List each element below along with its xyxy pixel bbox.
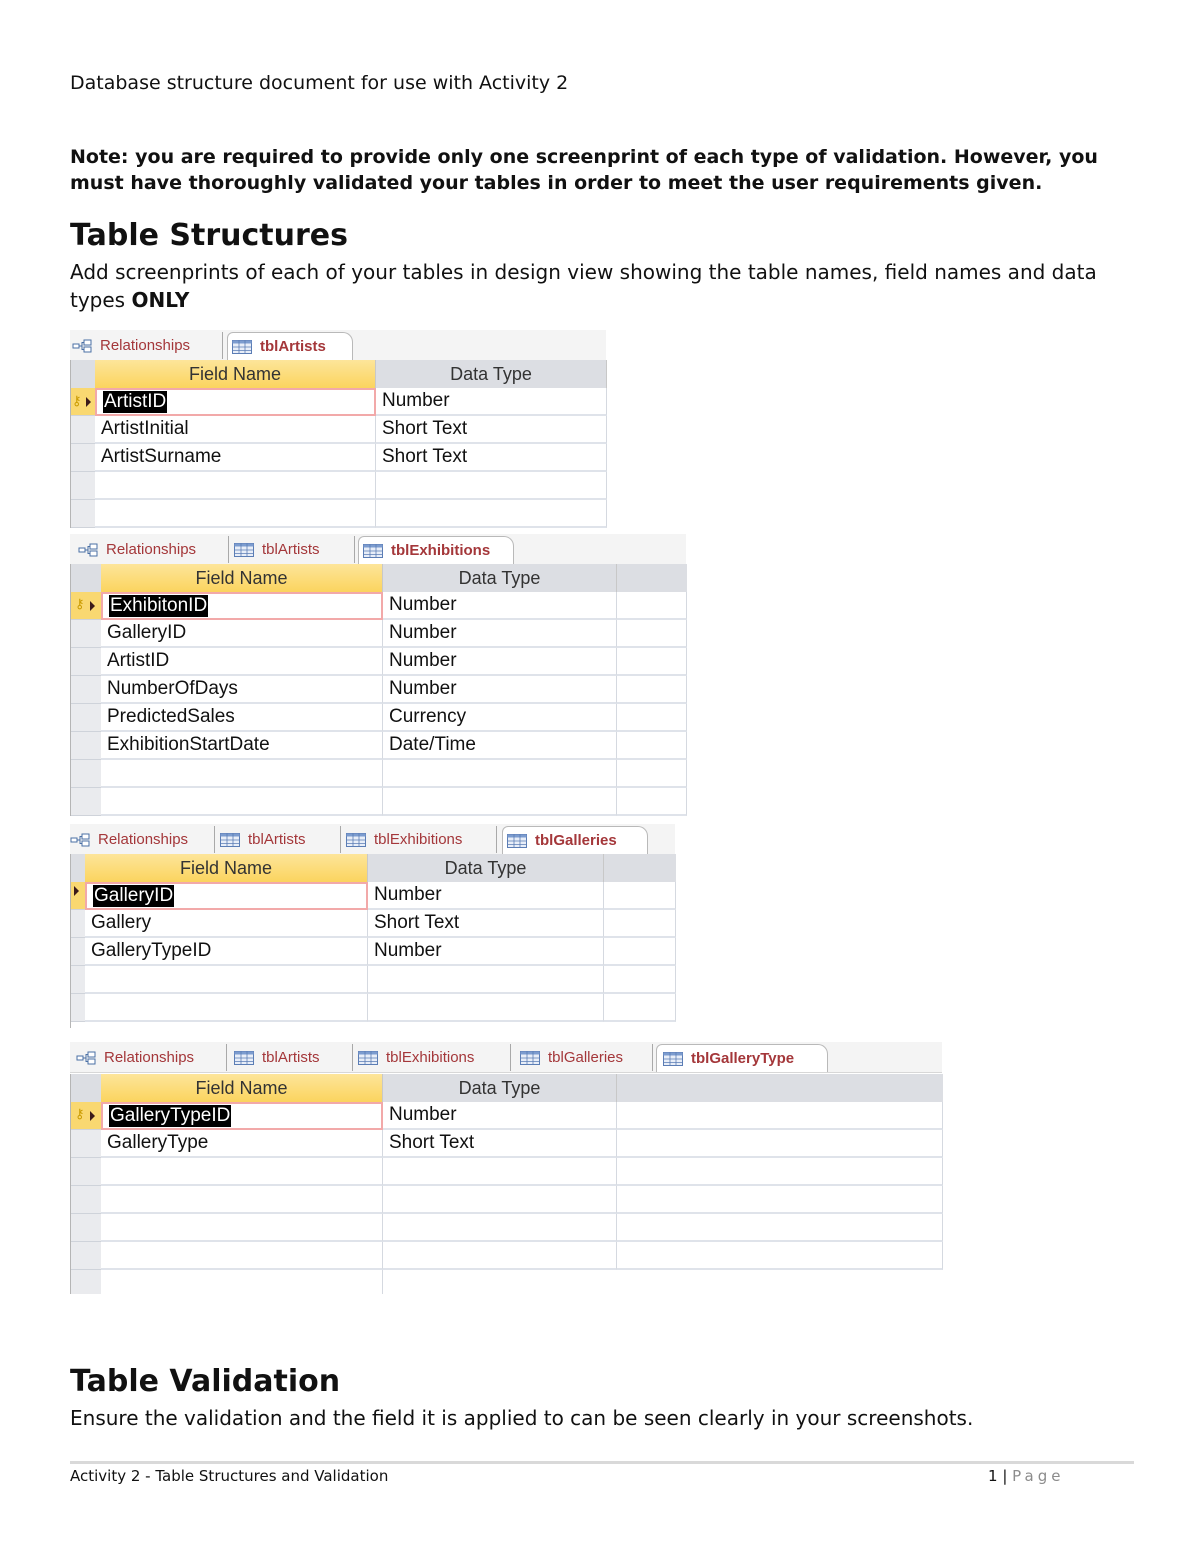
description-cell[interactable] [617, 1186, 943, 1214]
row-selector[interactable] [71, 1158, 101, 1186]
data-type-cell[interactable]: Number [383, 620, 617, 648]
row-selector[interactable] [71, 994, 85, 1022]
description-cell[interactable] [617, 1102, 943, 1130]
field-name-cell[interactable]: ExhibitionStartDate [101, 732, 383, 760]
data-type-header: Data Type [368, 854, 604, 882]
design-grid [70, 1074, 943, 1294]
field-name-cell[interactable]: GalleryID [101, 620, 383, 648]
data-type-cell[interactable]: Number [376, 388, 607, 416]
empty-field-cell[interactable] [101, 1158, 383, 1186]
tab-tblGalleryType[interactable]: tblGalleryType [656, 1044, 828, 1072]
empty-field-cell[interactable] [101, 760, 383, 788]
field-name-cell[interactable]: ArtistSurname [95, 444, 376, 472]
table-structures-heading: Table Structures [70, 218, 348, 253]
description-cell[interactable] [617, 620, 687, 648]
empty-field-cell[interactable] [95, 472, 376, 500]
data-type-cell[interactable]: Number [383, 1102, 617, 1130]
row-selector[interactable] [71, 444, 95, 472]
document-tabs [70, 330, 606, 361]
field-name-cell[interactable]: NumberOfDays [101, 676, 383, 704]
row-selector[interactable] [71, 676, 101, 704]
page-number: 1 | Page [988, 1467, 1065, 1485]
description-cell[interactable] [617, 592, 687, 620]
empty-field-cell[interactable] [85, 966, 368, 994]
field-name-cell[interactable]: GalleryTypeID [101, 1102, 383, 1130]
field-name-header: Field Name [101, 1074, 383, 1102]
select-all-corner[interactable] [71, 564, 101, 592]
empty-type-cell[interactable] [368, 966, 604, 994]
tab-tblExhibitions[interactable]: tblExhibitions [346, 826, 497, 853]
row-selector[interactable] [71, 938, 85, 966]
field-name-header: Field Name [95, 360, 376, 388]
primary-key-icon: ⚷ [75, 596, 85, 611]
primary-key-icon: ⚷ [75, 1106, 85, 1121]
table-icon [363, 544, 383, 558]
description-cell[interactable] [617, 732, 687, 760]
row-selector[interactable] [71, 910, 85, 938]
empty-type-cell[interactable] [368, 994, 604, 1022]
empty-field-cell[interactable] [101, 1270, 383, 1294]
empty-type-cell[interactable] [383, 1270, 617, 1294]
description-header [604, 854, 676, 882]
description-cell[interactable] [617, 1242, 943, 1270]
tab-tblArtists[interactable]: tblArtists [234, 536, 355, 563]
tab-tblArtists[interactable]: tblArtists [234, 1044, 353, 1071]
access-design-view-tblGalleries [70, 824, 675, 1028]
row-selector[interactable] [71, 648, 101, 676]
relationships-icon [78, 543, 98, 557]
data-type-header: Data Type [376, 360, 607, 388]
row-selector[interactable] [71, 966, 85, 994]
data-type-cell[interactable]: Number [368, 938, 604, 966]
row-selector[interactable] [71, 732, 101, 760]
table-icon [234, 543, 254, 557]
data-type-cell[interactable]: Short Text [368, 910, 604, 938]
row-selector[interactable] [71, 1214, 101, 1242]
empty-type-cell[interactable] [383, 1186, 617, 1214]
field-name-cell[interactable]: GalleryTypeID [85, 938, 368, 966]
footer-title: Activity 2 - Table Structures and Validation [70, 1467, 389, 1485]
tab-tblExhibitions[interactable]: tblExhibitions [358, 536, 514, 564]
empty-type-cell[interactable] [376, 500, 607, 528]
select-all-corner[interactable] [71, 360, 95, 388]
row-selector[interactable] [71, 1242, 101, 1270]
tab-tblGalleries[interactable]: tblGalleries [520, 1044, 653, 1071]
row-selector[interactable] [71, 1130, 101, 1158]
empty-type-cell[interactable] [383, 788, 617, 816]
description-cell[interactable] [617, 704, 687, 732]
table-icon [346, 833, 366, 847]
table-icon [663, 1052, 683, 1066]
description-cell[interactable] [604, 882, 676, 910]
design-grid [70, 854, 676, 1028]
document-tabs [70, 824, 675, 855]
tab-tblArtists[interactable]: tblArtists [220, 826, 341, 853]
description-cell[interactable] [604, 966, 676, 994]
validation-instruction: Ensure the validation and the field it is applied to can be seen clearly in your screenshots. [70, 1406, 974, 1430]
description-header [617, 1074, 943, 1102]
description-cell[interactable] [604, 994, 676, 1022]
current-row-arrow-icon [90, 601, 95, 611]
empty-field-cell[interactable] [101, 788, 383, 816]
document-tabs [70, 1042, 942, 1073]
field-name-cell[interactable]: GalleryID [85, 882, 368, 910]
tab-tblArtists[interactable]: tblArtists [227, 332, 353, 360]
description-cell[interactable] [617, 648, 687, 676]
relationships-icon [72, 339, 92, 353]
relationships-icon [76, 1051, 96, 1065]
row-selector[interactable] [71, 882, 85, 910]
table-icon [507, 834, 527, 848]
data-type-cell[interactable]: Short Text [383, 1130, 617, 1158]
data-type-cell[interactable]: Number [383, 592, 617, 620]
note-text: Note: you are required to provide only one screenprint of each type of validation. However, you must have thoroughly validated your tables in order to meet the user requirements given. [70, 146, 1098, 194]
description-header [617, 564, 687, 592]
row-selector[interactable] [71, 620, 101, 648]
table-icon [220, 833, 240, 847]
data-type-cell[interactable]: Number [383, 676, 617, 704]
description-cell[interactable] [617, 788, 687, 816]
access-design-view-tblExhibitions [70, 534, 686, 816]
tab-relationships[interactable]: Relationships [70, 826, 215, 853]
row-selector[interactable] [71, 1270, 101, 1294]
empty-type-cell[interactable] [376, 472, 607, 500]
description-cell[interactable] [617, 676, 687, 704]
table-icon [520, 1051, 540, 1065]
empty-field-cell[interactable] [101, 1186, 383, 1214]
description-cell[interactable] [604, 910, 676, 938]
access-design-view-tblArtists [70, 330, 606, 528]
structures-instruction: Add screenprints of each of your tables in design view showing the table names, field names and data types ONLY [70, 260, 1097, 312]
description-cell[interactable] [617, 760, 687, 788]
row-selector[interactable] [71, 1186, 101, 1214]
footer-divider [70, 1461, 1134, 1464]
relationships-icon [70, 833, 90, 847]
tab-relationships[interactable]: Relationships [78, 536, 229, 563]
access-design-view-tblGalleryType [70, 1042, 942, 1294]
row-selector[interactable] [71, 704, 101, 732]
empty-type-cell[interactable] [383, 1158, 617, 1186]
current-row-arrow-icon [74, 886, 79, 896]
field-name-cell[interactable]: PredictedSales [101, 704, 383, 732]
data-type-cell[interactable]: Number [368, 882, 604, 910]
row-selector[interactable] [71, 788, 101, 816]
row-selector[interactable] [71, 416, 95, 444]
primary-key-icon: ⚷ [72, 393, 82, 408]
field-name-cell[interactable]: GalleryType [101, 1130, 383, 1158]
empty-field-cell[interactable] [85, 994, 368, 1022]
description-cell[interactable] [617, 1130, 943, 1158]
select-all-corner[interactable] [71, 1074, 101, 1102]
tab-tblGalleries[interactable]: tblGalleries [502, 826, 648, 854]
row-selector[interactable] [71, 388, 95, 416]
empty-type-cell[interactable] [383, 1242, 617, 1270]
current-row-arrow-icon [86, 397, 91, 407]
empty-field-cell[interactable] [101, 1214, 383, 1242]
select-all-corner[interactable] [71, 854, 85, 882]
row-selector[interactable] [71, 500, 95, 528]
empty-field-cell[interactable] [101, 1242, 383, 1270]
data-type-cell[interactable]: Short Text [376, 444, 607, 472]
field-name-cell[interactable]: ArtistID [101, 648, 383, 676]
field-name-header: Field Name [101, 564, 383, 592]
row-selector[interactable] [71, 592, 101, 620]
design-grid [70, 564, 687, 816]
tab-tblExhibitions[interactable]: tblExhibitions [358, 1044, 511, 1071]
document-tabs [70, 534, 686, 565]
row-selector[interactable] [71, 760, 101, 788]
data-type-cell[interactable]: Short Text [376, 416, 607, 444]
table-icon [232, 340, 252, 354]
row-selector[interactable] [71, 472, 95, 500]
empty-field-cell[interactable] [95, 500, 376, 528]
document-title: Database structure document for use with Activity 2 [70, 72, 569, 94]
data-type-cell[interactable]: Currency [383, 704, 617, 732]
table-validation-heading: Table Validation [70, 1364, 341, 1399]
field-name-cell[interactable]: Gallery [85, 910, 368, 938]
field-name-cell[interactable]: ExhibitonID [101, 592, 383, 620]
data-type-cell[interactable]: Number [383, 648, 617, 676]
description-cell[interactable] [604, 938, 676, 966]
tab-relationships[interactable]: Relationships [76, 1044, 227, 1071]
description-cell[interactable] [617, 1214, 943, 1242]
description-cell[interactable] [617, 1158, 943, 1186]
data-type-header: Data Type [383, 1074, 617, 1102]
empty-type-cell[interactable] [383, 760, 617, 788]
design-grid [70, 360, 607, 528]
data-type-header: Data Type [383, 564, 617, 592]
data-type-cell[interactable]: Date/Time [383, 732, 617, 760]
row-selector[interactable] [71, 1102, 101, 1130]
field-name-header: Field Name [85, 854, 368, 882]
table-icon [234, 1051, 254, 1065]
tab-relationships[interactable]: Relationships [72, 332, 223, 359]
table-icon [358, 1051, 378, 1065]
field-name-cell[interactable]: ArtistID [95, 388, 376, 416]
current-row-arrow-icon [90, 1111, 95, 1121]
field-name-cell[interactable]: ArtistInitial [95, 416, 376, 444]
empty-type-cell[interactable] [383, 1214, 617, 1242]
